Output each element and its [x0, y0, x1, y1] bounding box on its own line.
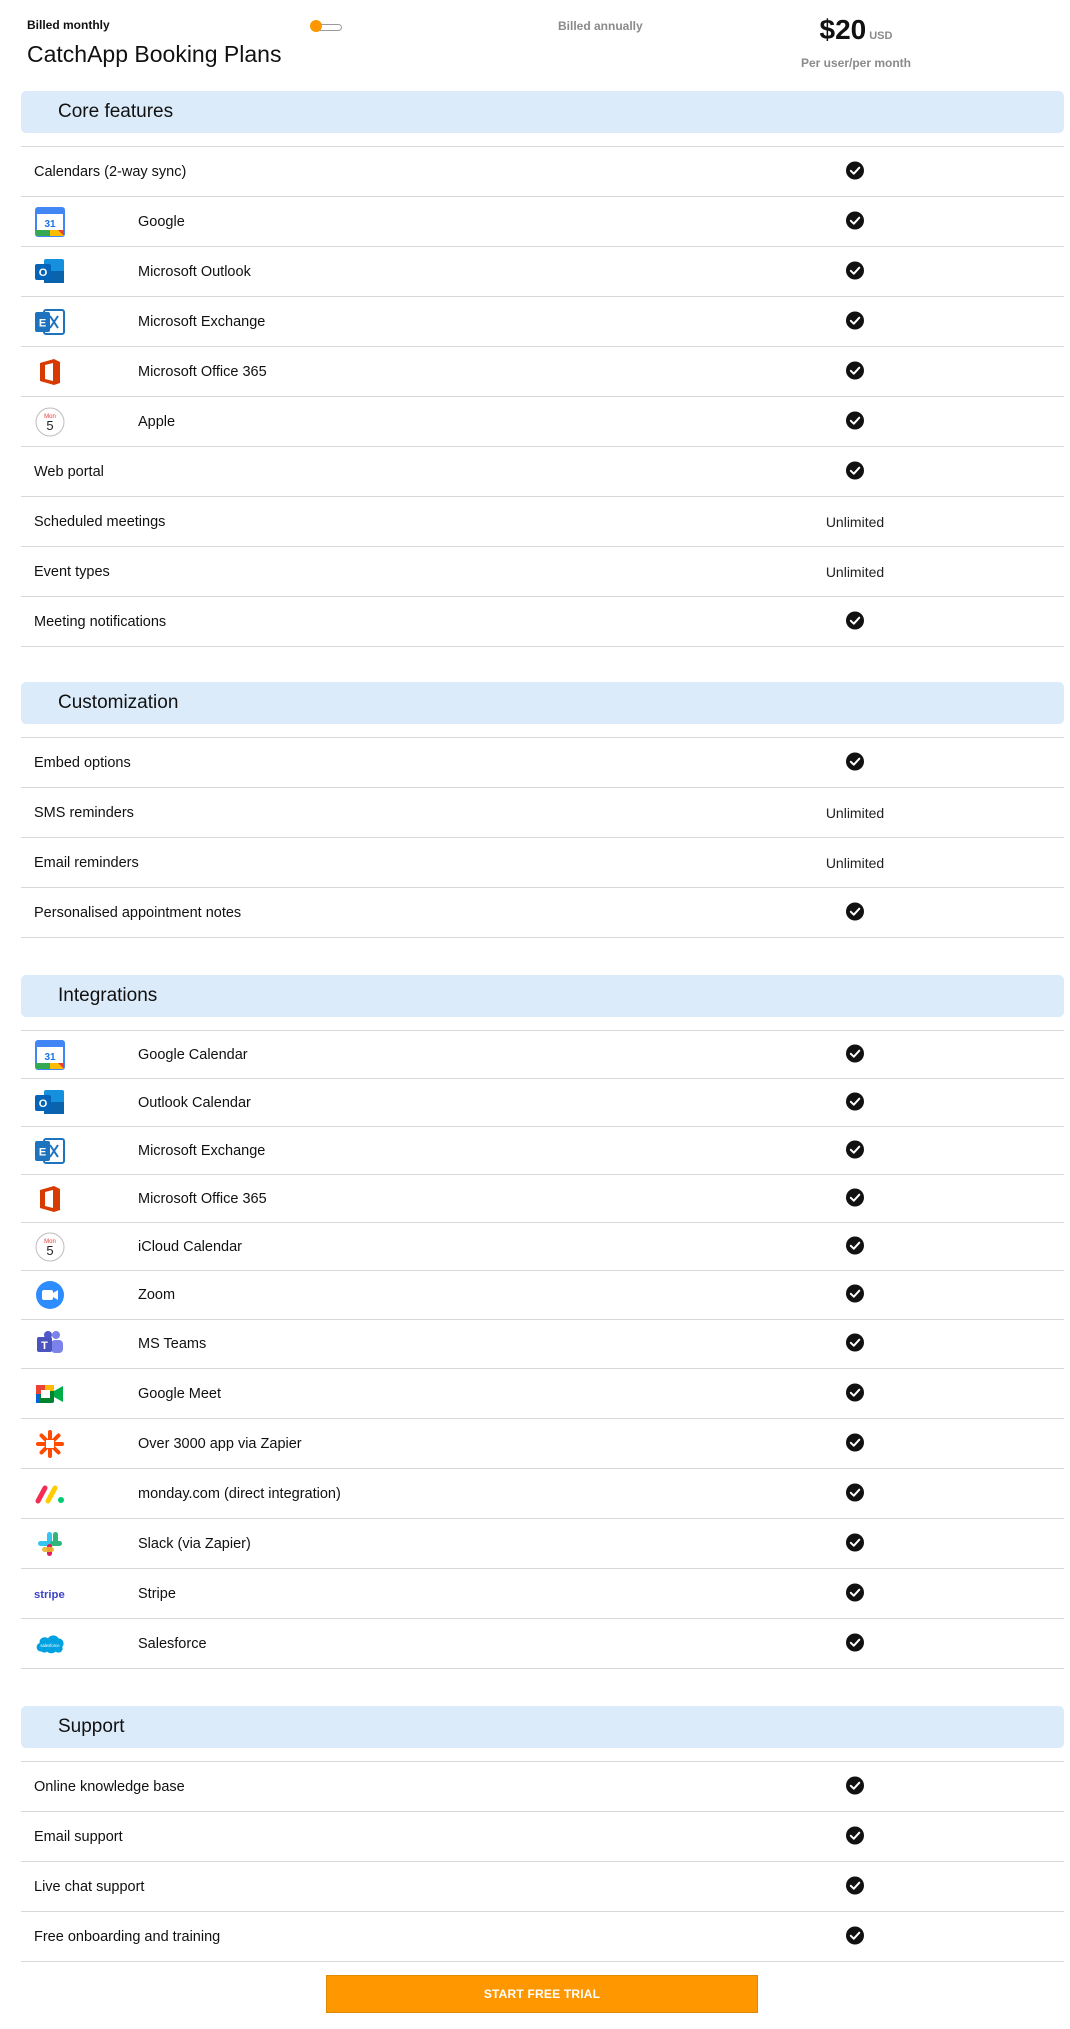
- feature-label: Embed options: [34, 754, 131, 771]
- check-icon: [834, 411, 876, 432]
- feature-label: Free onboarding and training: [34, 1928, 221, 1945]
- apple-calendar-icon: [34, 406, 66, 438]
- feature-label: Microsoft Exchange: [138, 313, 266, 330]
- feature-value: Unlimited: [825, 563, 885, 580]
- check-icon: [834, 361, 876, 382]
- zoom-icon: [34, 1279, 66, 1311]
- check-icon: [834, 311, 876, 332]
- feature-row: [21, 297, 1064, 347]
- apple-calendar-icon: [34, 1231, 66, 1263]
- feature-row: [21, 1569, 1064, 1619]
- exchange-icon: [34, 306, 66, 338]
- price-currency: USD: [869, 30, 893, 42]
- check-icon: [834, 1092, 876, 1113]
- feature-label: Google: [138, 213, 185, 230]
- feature-row: [21, 247, 1064, 297]
- feature-label: Outlook Calendar: [138, 1094, 251, 1111]
- feature-label: Microsoft Exchange: [138, 1142, 266, 1159]
- section-support: [21, 1706, 1064, 1962]
- google-calendar-icon: [34, 206, 66, 238]
- feature-label: Email reminders: [34, 854, 139, 871]
- feature-row: [21, 1175, 1064, 1223]
- office365-icon: [34, 1183, 66, 1215]
- feature-row: [21, 1619, 1064, 1669]
- feature-value: Unlimited: [825, 854, 885, 871]
- feature-row: [21, 1223, 1064, 1271]
- svg-text:31: 31: [44, 218, 56, 230]
- stripe-icon: [34, 1578, 66, 1610]
- feature-label: Google Meet: [138, 1385, 222, 1402]
- svg-text:Mon: Mon: [44, 413, 56, 420]
- price-display: [800, 14, 912, 46]
- feature-row: [21, 838, 1064, 888]
- check-icon: [834, 1776, 876, 1797]
- feature-label: Microsoft Office 365: [138, 363, 267, 380]
- svg-text:salesforce: salesforce: [40, 1642, 60, 1648]
- feature-row: [21, 447, 1064, 497]
- slack-icon: [34, 1528, 66, 1560]
- salesforce-icon: [34, 1628, 66, 1660]
- check-icon: [834, 1433, 876, 1454]
- feature-row: [21, 497, 1064, 547]
- section-core-features: [21, 91, 1064, 647]
- google-meet-icon: [34, 1378, 66, 1410]
- check-icon: [834, 1044, 876, 1065]
- section-header: Integrations: [21, 975, 1064, 1017]
- outlook-icon: [34, 1087, 66, 1119]
- check-icon: [834, 752, 876, 773]
- feature-row: [21, 197, 1064, 247]
- check-icon: [834, 1876, 876, 1897]
- feature-rows: [21, 737, 1064, 938]
- section-customization: [21, 682, 1064, 938]
- feature-row: [21, 597, 1064, 647]
- feature-row: [21, 1812, 1064, 1862]
- price-period: Per user/per month: [800, 56, 912, 70]
- feature-value: Unlimited: [825, 513, 885, 530]
- feature-label: Live chat support: [34, 1878, 145, 1895]
- feature-label: Email support: [34, 1828, 123, 1845]
- feature-label: Stripe: [138, 1585, 176, 1602]
- feature-row: [21, 888, 1064, 938]
- feature-row: [21, 1912, 1064, 1962]
- svg-text:Mon: Mon: [44, 1238, 56, 1245]
- billed-annually-label: Billed annually: [558, 19, 643, 33]
- svg-text:31: 31: [44, 1051, 56, 1063]
- monday-icon: [34, 1478, 66, 1510]
- feature-label: Apple: [138, 413, 176, 430]
- feature-row: [21, 397, 1064, 447]
- feature-label: Online knowledge base: [34, 1778, 185, 1795]
- check-icon: [834, 1188, 876, 1209]
- check-icon: [834, 1236, 876, 1257]
- feature-row: [21, 1519, 1064, 1569]
- check-icon: [834, 161, 876, 182]
- start-free-trial-button[interactable]: START FREE TRIAL: [326, 1975, 758, 2013]
- check-icon: [834, 1826, 876, 1847]
- feature-row: [21, 1320, 1064, 1369]
- price-amount: $20: [819, 14, 867, 45]
- feature-label: Scheduled meetings: [34, 513, 166, 530]
- check-icon: [834, 461, 876, 482]
- feature-label: Personalised appointment notes: [34, 904, 242, 921]
- svg-text:5: 5: [46, 1242, 54, 1258]
- svg-text:E: E: [38, 317, 47, 329]
- svg-text:stripe: stripe: [34, 1588, 65, 1601]
- feature-label: Zoom: [138, 1287, 176, 1303]
- svg-text:5: 5: [46, 417, 54, 433]
- feature-label: monday.com (direct integration): [138, 1485, 341, 1502]
- feature-row: [21, 1369, 1064, 1419]
- check-icon: [834, 1140, 876, 1161]
- feature-label: MS Teams: [138, 1336, 207, 1352]
- check-icon: [834, 1483, 876, 1504]
- check-icon: [834, 1533, 876, 1554]
- feature-row: [21, 1079, 1064, 1127]
- feature-label: Salesforce: [138, 1635, 207, 1652]
- feature-label: Web portal: [34, 463, 104, 480]
- feature-rows: [21, 146, 1064, 647]
- check-icon: [834, 1926, 876, 1947]
- feature-label: Microsoft Office 365: [138, 1190, 267, 1207]
- page-title: CatchApp Booking Plans: [27, 41, 282, 67]
- feature-label: Over 3000 app via Zapier: [138, 1435, 302, 1452]
- section-header: Core features: [21, 91, 1064, 133]
- feature-label: Calendars (2-way sync): [34, 163, 187, 180]
- feature-row: [21, 1762, 1064, 1812]
- feature-label: Meeting notifications: [34, 613, 167, 630]
- check-icon: [834, 1633, 876, 1654]
- feature-row: [21, 738, 1064, 788]
- check-icon: [834, 211, 876, 232]
- feature-row: [21, 1127, 1064, 1175]
- exchange-icon: [34, 1135, 66, 1167]
- check-icon: [834, 611, 876, 632]
- feature-row: [21, 1862, 1064, 1912]
- feature-row: [21, 1031, 1064, 1079]
- section-header: Customization: [21, 682, 1064, 724]
- feature-row: [21, 1419, 1064, 1469]
- svg-text:E: E: [38, 1146, 47, 1158]
- check-icon: [834, 1334, 876, 1355]
- feature-label: iCloud Calendar: [138, 1238, 242, 1255]
- feature-label: Google Calendar: [138, 1046, 248, 1063]
- feature-row: [21, 347, 1064, 397]
- check-icon: [834, 1383, 876, 1404]
- feature-label: SMS reminders: [34, 804, 134, 821]
- feature-rows: [21, 1761, 1064, 1962]
- check-icon: [834, 902, 876, 923]
- feature-row: [21, 1469, 1064, 1519]
- billed-monthly-label: Billed monthly: [27, 18, 110, 32]
- feature-row: [21, 147, 1064, 197]
- zapier-icon: [34, 1428, 66, 1460]
- feature-row: [21, 788, 1064, 838]
- section-header: Support: [21, 1706, 1064, 1748]
- feature-row: [21, 547, 1064, 597]
- feature-row: [21, 1271, 1064, 1320]
- billing-toggle[interactable]: [310, 20, 342, 32]
- feature-label: Microsoft Outlook: [138, 263, 251, 280]
- feature-rows: [21, 1030, 1064, 1669]
- svg-text:T: T: [41, 1340, 48, 1352]
- feature-label: Event types: [34, 563, 110, 580]
- feature-value: Unlimited: [825, 804, 885, 821]
- outlook-icon: [34, 256, 66, 288]
- svg-text:O: O: [38, 1097, 48, 1110]
- section-integrations: [21, 975, 1064, 1669]
- svg-text:O: O: [38, 266, 48, 279]
- check-icon: [834, 1583, 876, 1604]
- check-icon: [834, 1285, 876, 1306]
- teams-icon: [34, 1328, 66, 1360]
- feature-label: Slack (via Zapier): [138, 1535, 251, 1552]
- toggle-knob: [310, 20, 322, 32]
- check-icon: [834, 261, 876, 282]
- google-calendar-icon: [34, 1039, 66, 1071]
- office365-icon: [34, 356, 66, 388]
